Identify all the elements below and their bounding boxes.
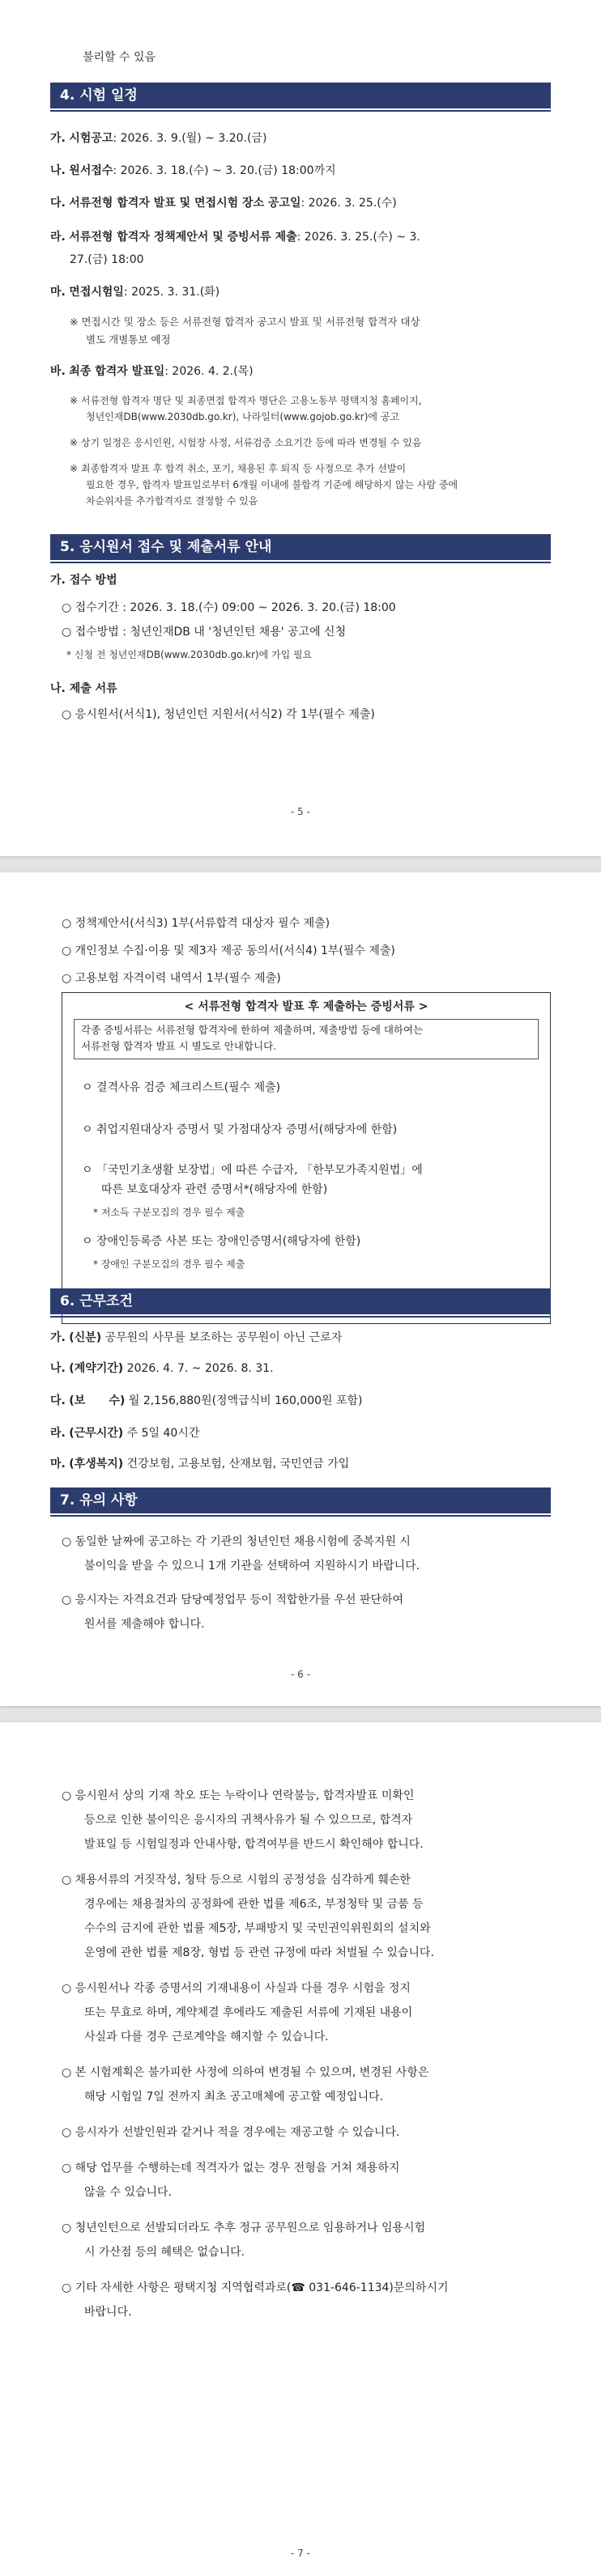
condition-status bbox=[50, 1329, 551, 1347]
caution-1c: 발표일 등 시험일정과 안내사항, 합격여부를 반드시 확인해야 합니다. bbox=[84, 1838, 424, 1851]
caution-7b: 시 가산점 등의 혜택은 없습니다. bbox=[84, 2246, 245, 2259]
na-item: ○ 응시원서(서식1), 청년인턴 지원서(서식2) 각 1부(필수 제출) bbox=[62, 708, 375, 721]
condition-welfare bbox=[50, 1455, 551, 1473]
caution-8b: 바랍니다. bbox=[84, 2306, 132, 2319]
schedule-key: 나. bbox=[50, 164, 66, 177]
ga-note: * 신청 전 청년인재DB(www.2030db.go.kr)에 가입 필요 bbox=[66, 649, 313, 660]
notice-2a: ○ 응시자는 자격요건과 담당예정업무 등이 적합한가를 우선 판단하여 bbox=[62, 1594, 404, 1606]
proof-note-disability: * 장애인 구분모집의 경우 필수 제출 bbox=[93, 1258, 245, 1270]
schedule-ba bbox=[50, 363, 551, 380]
schedule-label: 서류전형 합격자 발표 및 면접시험 장소 공고일 bbox=[69, 197, 301, 210]
condition-label: (계약기간) bbox=[69, 1362, 124, 1375]
section-7-header: 7. 유의 사항 bbox=[50, 1487, 551, 1513]
caution-3b: 또는 무효로 하며, 계약체결 후에라도 제출된 서류에 기재된 내용이 bbox=[84, 2006, 413, 2019]
caution-1b: 등으로 인한 불이익은 응시자의 귀책사유가 될 수 있으므로, 합격자 bbox=[84, 1814, 413, 1827]
note-ba-3b: 필요한 경우, 합격자 발표일로부터 6개월 이내에 불합격 기준에 해당하지 않는 사람 중에 bbox=[86, 479, 458, 490]
proof-notice-line-1: 각종 증빙서류는 서류전형 합격자에 한하여 제출하며, 제출방법 등에 대하여는 bbox=[81, 1024, 424, 1036]
proof-item-veteran: ㅇ 취업지원대상자 증명서 및 가점대상자 증명서(해당자에 한함) bbox=[82, 1123, 398, 1136]
section-5-header: 5. 응시원서 접수 및 제출서류 안내 bbox=[50, 534, 551, 560]
caution-7a: ○ 청년인턴으로 선발되더라도 추후 정규 공무원으로 임용하거나 임용시험 bbox=[62, 2222, 426, 2234]
document-page-7 bbox=[0, 1722, 601, 2576]
schedule-key: 다. bbox=[50, 197, 66, 210]
page-number: - 5 - bbox=[291, 806, 310, 817]
schedule-na bbox=[50, 162, 551, 180]
notice-1a: ○ 동일한 날짜에 공고하는 각 기관의 청년인턴 채용시험에 중복지원 시 bbox=[62, 1535, 411, 1548]
proof-documents-box bbox=[62, 992, 551, 1324]
caution-2d: 운영에 관한 법률 제8장, 형법 등 관련 규정에 따라 처벌될 수 있습니다. bbox=[84, 1946, 434, 1959]
caution-3a: ○ 응시원서나 각종 증명서의 기재내용이 사실과 다를 경우 시험을 정지 bbox=[62, 1982, 411, 1995]
schedule-key: 마. bbox=[50, 286, 66, 299]
condition-value: 2026. 4. 7. ~ 2026. 8. 31. bbox=[126, 1362, 274, 1375]
proof-item-basic-livelihood-cont: 따른 보호대상자 관련 증명서*(해당자에 한함) bbox=[101, 1183, 328, 1196]
notice-2b: 원서를 제출해야 합니다. bbox=[84, 1618, 205, 1631]
schedule-label: 시험공고 bbox=[69, 132, 113, 145]
doc-item-consent: ○ 개인정보 수집·이용 및 제3자 제공 동의서(서식4) 1부(필수 제출) bbox=[62, 944, 395, 957]
caution-3c: 사실과 다를 경우 근로계약을 해지할 수 있습니다. bbox=[84, 2031, 329, 2043]
section-6-header: 6. 근무조건 bbox=[50, 1288, 551, 1314]
note-ma-2: 별도 개별통보 예정 bbox=[86, 333, 171, 346]
schedule-key: 바. bbox=[50, 365, 66, 378]
proof-item-disability: ㅇ 장애인등록증 사본 또는 장애인증명서(해당자에 한함) bbox=[82, 1235, 361, 1248]
schedule-value: : 2026. 3. 25.(수) bbox=[300, 197, 397, 210]
proof-box-title: < 서류전형 합격자 발표 후 제출하는 증빙서류 > bbox=[184, 1000, 428, 1013]
condition-label: (후생복지) bbox=[69, 1458, 124, 1470]
note-ma-1: ※ 면접시간 및 장소 등은 서류전형 합격자 공고시 발표 및 서류전형 합격자 대상 bbox=[70, 316, 420, 328]
schedule-ma bbox=[50, 283, 551, 301]
condition-key: 다. bbox=[50, 1394, 66, 1407]
schedule-value: : 2026. 4. 2.(목) bbox=[164, 365, 254, 378]
condition-value: 주 5일 40시간 bbox=[126, 1427, 200, 1440]
condition-label: (근무시간) bbox=[69, 1427, 124, 1440]
schedule-label: 면접시험일 bbox=[69, 286, 124, 299]
caution-5a: ○ 응시자가 선발인원과 같거나 적을 경우에는 재공고할 수 있습니다. bbox=[62, 2126, 400, 2139]
doc-item-proposal: ○ 정책제안서(서식3) 1부(서류합격 대상자 필수 제출) bbox=[62, 917, 330, 930]
schedule-ra bbox=[50, 228, 551, 246]
schedule-value: : 2026. 3. 9.(월) ~ 3.20.(금) bbox=[113, 132, 267, 145]
top-fragment: 불리할 수 있음 bbox=[83, 51, 156, 64]
caution-4a: ○ 본 시험계획은 불가피한 사정에 의하여 변경될 수 있으며, 변경된 사항은 bbox=[62, 2066, 429, 2079]
schedule-key: 라. bbox=[50, 231, 66, 244]
schedule-value: : 2026. 3. 18.(수) ~ 3. 20.(금) 18:00까지 bbox=[113, 164, 336, 177]
schedule-da bbox=[50, 194, 551, 212]
section-4-header: 4. 시험 일정 bbox=[50, 83, 551, 108]
condition-label: (보 수) bbox=[69, 1394, 126, 1407]
proof-note-low-income: * 저소득 구분모집의 경우 필수 제출 bbox=[93, 1207, 245, 1218]
condition-label: (신분) bbox=[69, 1331, 102, 1344]
note-ba-1a: ※ 서류전형 합격자 명단 및 최종면접 합격자 명단은 고용노동부 평택지청 홈페이지, bbox=[70, 395, 422, 406]
caution-8a: ○ 기타 자세한 사항은 평택지청 지역협력과로(☎ 031-646-1134)문의하시기 bbox=[62, 2281, 449, 2294]
condition-key: 마. bbox=[50, 1458, 66, 1470]
condition-key: 나. bbox=[50, 1362, 66, 1375]
condition-hours bbox=[50, 1424, 551, 1442]
doc-item-insurance: ○ 고용보험 자격이력 내역서 1부(필수 제출) bbox=[62, 972, 281, 985]
na-title: 나. 제출 서류 bbox=[50, 682, 117, 695]
note-ba-3a: ※ 최종합격자 발표 후 합격 취소, 포기, 채용된 후 퇴직 등 사정으로 추가 선발이 bbox=[70, 463, 407, 474]
schedule-key: 가. bbox=[50, 132, 66, 145]
proof-item-basic-livelihood: ㅇ 「국민기초생활 보장법」에 따른 수급자, 「한부모가족지원법」에 bbox=[82, 1164, 423, 1177]
notice-1b: 불이익을 받을 수 있으니 1개 기관을 선택하여 지원하시기 바랍니다. bbox=[84, 1560, 420, 1572]
condition-contract bbox=[50, 1360, 551, 1377]
condition-key: 라. bbox=[50, 1427, 66, 1440]
proof-notice-line-2: 서류전형 합격자 발표 시 별도로 안내합니다. bbox=[81, 1040, 277, 1052]
schedule-label: 원서접수 bbox=[69, 164, 113, 177]
schedule-label: 최종 합격자 발표일 bbox=[69, 365, 165, 378]
schedule-value: : 2026. 3. 25.(수) ~ 3. bbox=[296, 231, 420, 244]
schedule-label: 서류전형 합격자 정책제안서 및 증빙서류 제출 bbox=[69, 231, 297, 244]
caution-6a: ○ 해당 업무를 수행하는데 적격자가 없는 경우 전형을 거쳐 채용하지 bbox=[62, 2162, 400, 2175]
caution-4b: 해당 시험일 7일 전까지 최초 공고매체에 공고할 예정입니다. bbox=[84, 2090, 384, 2103]
condition-key: 가. bbox=[50, 1331, 66, 1344]
schedule-ga bbox=[50, 129, 551, 147]
note-ba-2: ※ 상기 일정은 응시인원, 시험장 사정, 서류검증 소요기간 등에 따라 변경될 수 있음 bbox=[70, 437, 422, 448]
condition-value: 건강보험, 고용보험, 산재보험, 국민연금 가입 bbox=[126, 1458, 350, 1470]
note-ba-1b: 청년인재DB(www.2030db.go.kr), 나라일터(www.gojob.go.kr)에 공고 bbox=[86, 411, 400, 422]
ga-title: 가. 접수 방법 bbox=[50, 574, 117, 587]
caution-2c: 수수의 금지에 관한 법률 제5장, 부패방지 및 국민권익위원회의 설치와 bbox=[84, 1922, 431, 1935]
caution-1a: ○ 응시원서 상의 기재 착오 또는 누락이나 연락불능, 합격자발표 미확인 bbox=[62, 1789, 415, 1802]
schedule-ra-cont: 27.(금) 18:00 bbox=[70, 253, 144, 266]
schedule-value: : 2025. 3. 31.(화) bbox=[123, 286, 220, 299]
document-page-5 bbox=[0, 0, 601, 856]
caution-2a: ○ 채용서류의 거짓작성, 청탁 등으로 시험의 공정성을 심각하게 훼손한 bbox=[62, 1874, 411, 1886]
caution-2b: 경우에는 채용절차의 공정화에 관한 법률 제6조, 부정청탁 및 금품 등 bbox=[84, 1898, 424, 1911]
ga-item-method: ○ 접수방법 : 청년인재DB 내 '청년인턴 채용' 공고에 신청 bbox=[62, 626, 347, 639]
condition-pay bbox=[50, 1392, 551, 1410]
caution-6b: 않을 수 있습니다. bbox=[84, 2186, 173, 2199]
condition-value: 공무원의 사무를 보조하는 공무원이 아닌 근로자 bbox=[104, 1331, 343, 1344]
page-number: - 6 - bbox=[291, 1669, 310, 1680]
page-number: - 7 - bbox=[291, 2548, 310, 2559]
proof-box-notice bbox=[74, 1019, 539, 1059]
condition-value: 월 2,156,880원(정액급식비 160,000원 포함) bbox=[128, 1394, 363, 1407]
proof-item-checklist: ㅇ 결격사유 검증 체크리스트(필수 제출) bbox=[82, 1081, 281, 1094]
note-ba-3c: 차순위자를 추가합격자로 결정할 수 있음 bbox=[86, 495, 258, 507]
ga-item-period: ○ 접수기간 : 2026. 3. 18.(수) 09:00 ~ 2026. 3. 20.(금) 18:00 bbox=[62, 601, 396, 614]
document-page-6 bbox=[0, 872, 601, 1706]
